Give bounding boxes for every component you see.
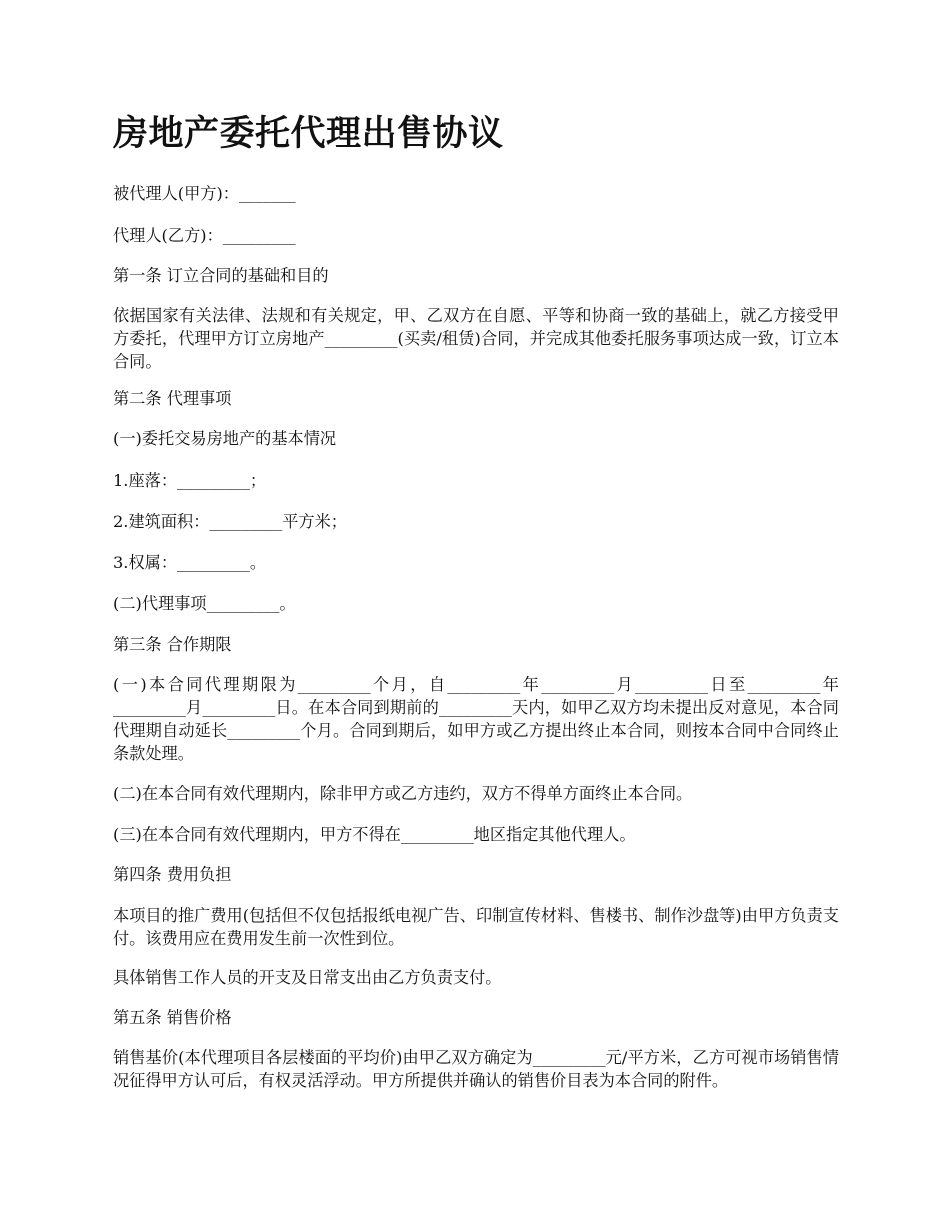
agency-matters-line: (二)代理事项_________。 bbox=[113, 594, 296, 613]
article-4-body-2: 具体销售工作人员的开支及日常支出由乙方负责支付。 bbox=[113, 968, 502, 987]
location-line: 1.座落：_________； bbox=[113, 471, 267, 490]
article-3-section-1: (一)本合同代理期限为_________个月，自_________年_________月_________日至_________年_________月_________日。在本合同到期前的_________天内，如甲乙双方均未提出反对意见，本合同代理期自动延长_________个月。合同到期后，如甲方或乙方提出终止本合同，则按本合同中合同终止条款处理。 bbox=[113, 675, 839, 763]
article-4-heading: 第四条 费用负担 bbox=[113, 865, 232, 884]
ownership-line: 3.权属：_________。 bbox=[113, 553, 267, 572]
article-5-body: 销售基价(本代理项目各层楼面的平均价)由甲乙双方确定为_________元/平方米，乙方可视市场销售情况征得甲方认可后，有权灵活浮动。甲方所提供并确认的销售价目表为本合同的附件。 bbox=[113, 1048, 839, 1090]
article-1-body: 依据国家有关法律、法规和有关规定，甲、乙双方在自愿、平等和协商一致的基础上，就乙方接受甲方委托，代理甲方订立房地产_________(买卖/租赁)合同，并完成其他委托服务事项达成一致，订立本合同。 bbox=[113, 306, 839, 371]
article-2-section-1: (一)委托交易房地产的基本情况 bbox=[113, 429, 337, 448]
article-5-heading: 第五条 销售价格 bbox=[113, 1008, 232, 1027]
party-a-line: 被代理人(甲方)：_______ bbox=[113, 184, 296, 203]
document-title: 房地产委托代理出售协议 bbox=[113, 113, 504, 154]
article-3-section-2: (二)在本合同有效代理期内，除非甲方或乙方违约，双方不得单方面终止本合同。 bbox=[113, 784, 693, 803]
article-3-section-3: (三)在本合同有效代理期内，甲方不得在_________地区指定其他代理人。 bbox=[113, 825, 636, 844]
party-b-line: 代理人(乙方)：_________ bbox=[113, 226, 296, 245]
article-2-heading: 第二条 代理事项 bbox=[113, 389, 232, 408]
article-1-heading: 第一条 订立合同的基础和目的 bbox=[113, 266, 329, 285]
area-line: 2.建筑面积：_________平方米； bbox=[113, 512, 347, 531]
article-3-heading: 第三条 合作期限 bbox=[113, 635, 232, 654]
article-4-body-1: 本项目的推广费用(包括但不仅包括报纸电视广告、印制宣传材料、售楼书、制作沙盘等)由甲方负责支付。该费用应在费用发生前一次性到位。 bbox=[113, 906, 839, 948]
